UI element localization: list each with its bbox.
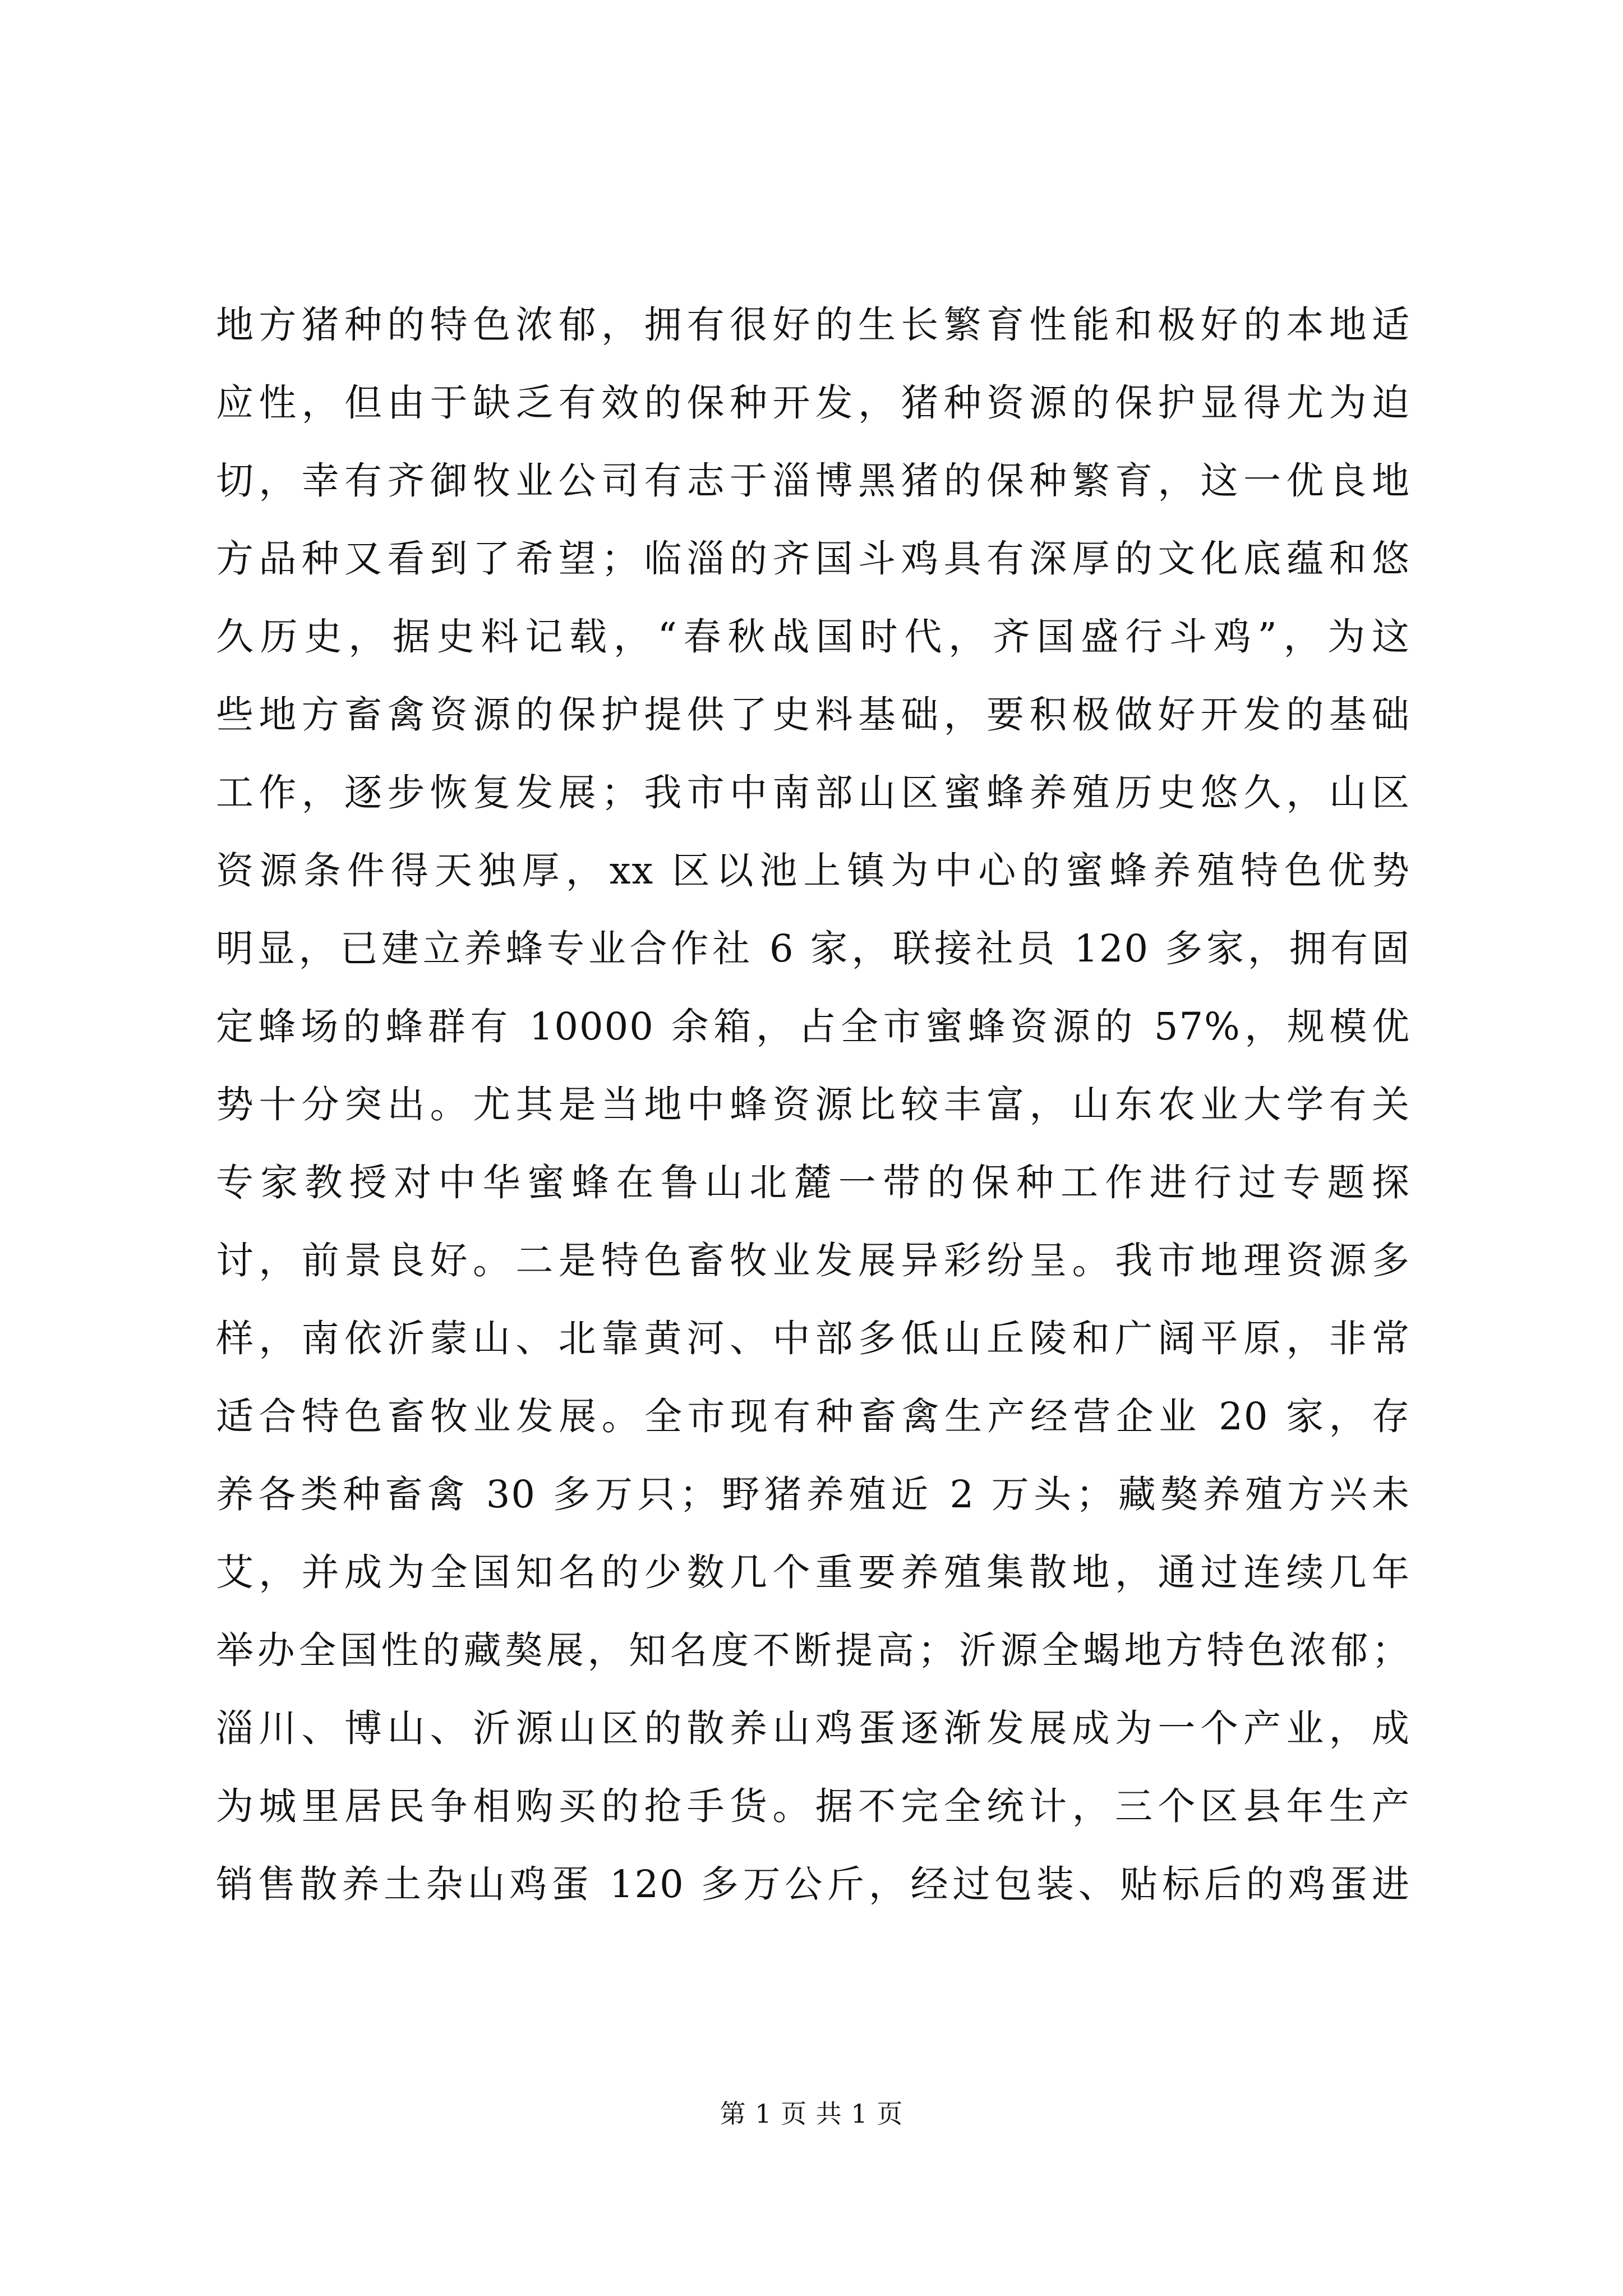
text-line-6: 些地方畜禽资源的保护提供了史料基础，要积极做好开发的基础 [216,693,1410,737]
text-line-8: 资源条件得天独厚，xx 区以池上镇为中心的蜜蜂养殖特色优势 [216,849,1410,892]
text-line-16: 养各类种畜禽 30 多万只；野猪养殖近 2 万头；藏獒养殖方兴未 [216,1473,1410,1516]
text-line-19: 淄川、博山、沂源山区的散养山鸡蛋逐渐发展成为一个产业，成 [216,1706,1410,1750]
body-paragraph [216,286,1410,1924]
text-line-18: 举办全国性的藏獒展，知名度不断提高；沂源全蝎地方特色浓郁； [216,1628,1410,1672]
text-line-9: 明显，已建立养蜂专业合作社 6 家，联接社员 120 多家，拥有固 [216,927,1410,970]
text-line-21: 销售散养土杂山鸡蛋 120 多万公斤，经过包装、贴标后的鸡蛋进 [216,1862,1410,1906]
text-line-10: 定蜂场的蜂群有 10000 余箱，占全市蜜蜂资源的 57%，规模优 [216,1005,1410,1048]
page-number-label: 第 1 页 共 1 页 [720,2099,903,2129]
text-line-2: 应性，但由于缺乏有效的保种开发，猪种资源的保护显得尤为迫 [216,381,1410,425]
text-line-17: 艾，并成为全国知名的少数几个重要养殖集散地，通过连续几年 [216,1550,1410,1594]
text-line-4: 方品种又看到了希望；临淄的齐国斗鸡具有深厚的文化底蕴和悠 [216,537,1410,581]
text-line-13: 讨，前景良好。二是特色畜牧业发展异彩纷呈。我市地理资源多 [216,1239,1410,1282]
text-line-3: 切，幸有齐御牧业公司有志于淄博黑猪的保种繁育，这一优良地 [216,459,1410,503]
text-line-7: 工作，逐步恢复发展；我市中南部山区蜜蜂养殖历史悠久，山区 [216,771,1410,815]
page-footer [0,2097,1623,2131]
text-line-20: 为城里居民争相购买的抢手货。据不完全统计，三个区县年生产 [216,1784,1410,1828]
text-line-14: 样，南依沂蒙山、北靠黄河、中部多低山丘陵和广阔平原，非常 [216,1317,1410,1360]
text-line-15: 适合特色畜牧业发展。全市现有种畜禽生产经营企业 20 家，存 [216,1395,1410,1438]
text-line-1: 地方猪种的特色浓郁，拥有很好的生长繁育性能和极好的本地适 [216,303,1410,347]
text-line-11: 势十分突出。尤其是当地中蜂资源比较丰富，山东农业大学有关 [216,1083,1410,1126]
text-line-5: 久历史，据史料记载，“春秋战国时代，齐国盛行斗鸡”，为这 [216,615,1410,659]
text-line-12: 专家教授对中华蜜蜂在鲁山北麓一带的保种工作进行过专题探 [216,1161,1410,1204]
